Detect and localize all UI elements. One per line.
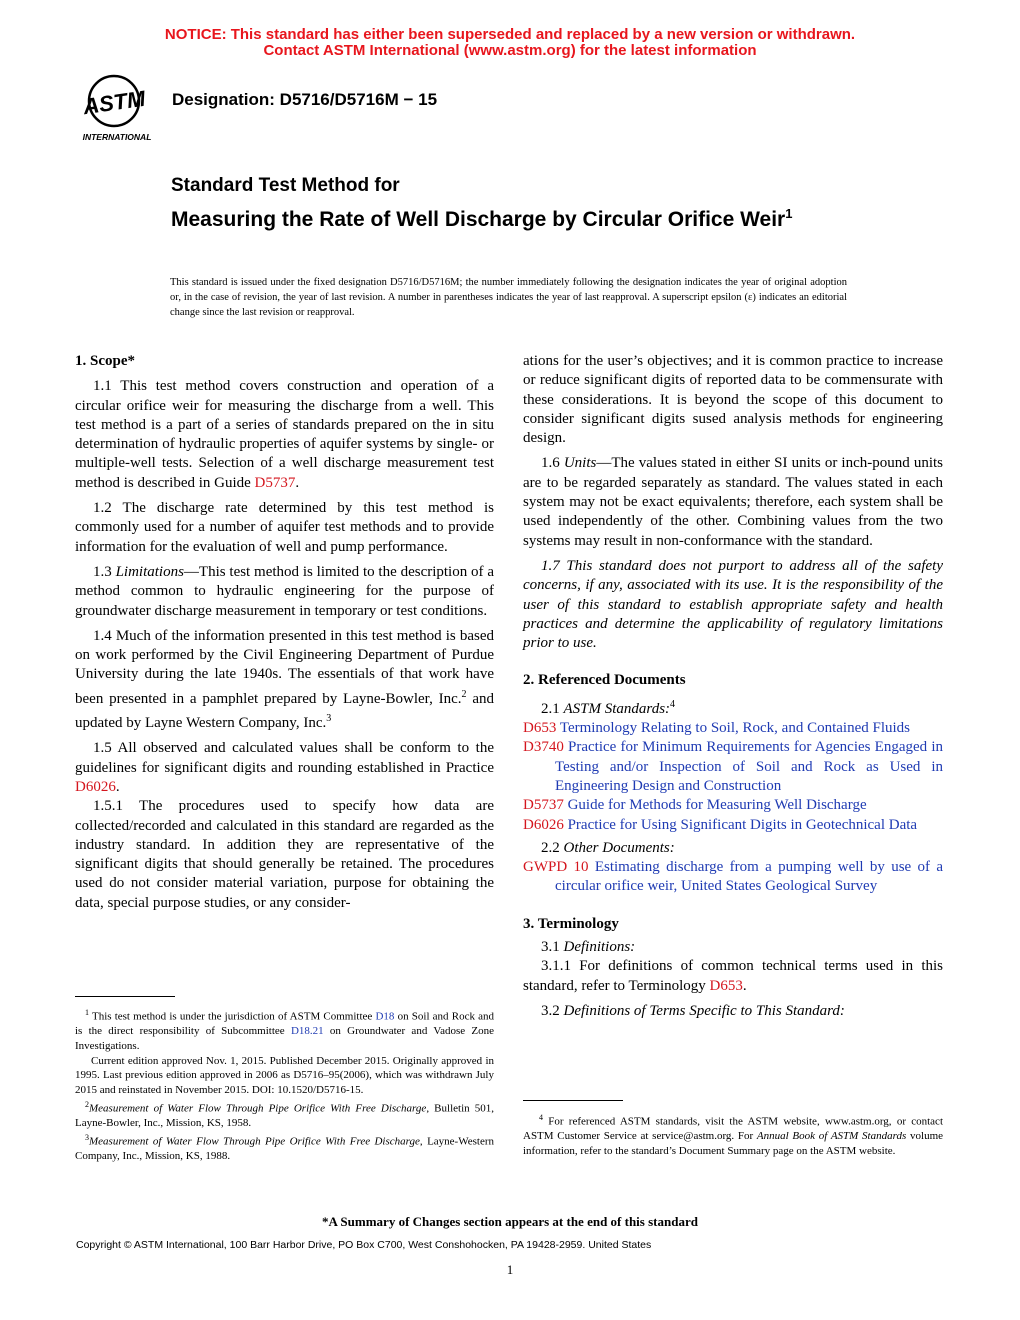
title-line-2: [171, 200, 871, 233]
section-2-heading: 2. Referenced Documents: [523, 672, 686, 689]
reference-item: [523, 816, 943, 835]
footnotes-right: [523, 1111, 943, 1159]
para-3-1-1: 3.1.1 For definitions of common technical terms used in this standard, refer to Terminology D653.: [523, 958, 943, 994]
para-1-7: 1.7 This standard does not purport to address all of the safety concerns, if any, associated with its use. It is the responsibility of the user of this standard to establish appropriate safety and health practices and determine the applicability of regulatory limitations prior to use.: [523, 557, 943, 652]
footnote-1-edition: Current edition approved Nov. 1, 2015. Published December 2015. Originally approved in 1995. Last previous edition approved in 2006 as D5716–95(2006), which was withdrawn July 2015 and reinstated in November 2015. DOI: 10.1520/D5716-15.: [75, 1054, 494, 1097]
other-references-list: [523, 858, 943, 897]
left-column: [75, 352, 494, 913]
para-1-2: 1.2 The discharge rate determined by this test method is commonly used for a number of aquifer test methods and to provide information for the evaluation of well and pump performance.: [75, 500, 494, 555]
reference-item: [523, 858, 943, 897]
para-1-5-1: 1.5.1 The procedures used to specify how data are collected/recorded and calculated in this standard are regarded as the industry standard. In addition they are representative of the significant digits that should generally be retained. The procedures used do not consider material variation, purpose for obtaining the data, special purpose studies, or any consider-: [75, 798, 494, 911]
reference-code[interactable]: D5737: [523, 797, 564, 814]
reference-code[interactable]: D3740: [523, 739, 564, 756]
issued-note: This standard is issued under the fixed designation D5716/D5716M; the number immediately following the designation indicates the year of original adoption or, in the case of revision, the year of last revision. A number in parentheses indicates the year of last reapproval. A superscript epsilon (ε) indicates an editorial change since the last revision or reapproval.: [170, 277, 847, 318]
para-2-1: 2.1 ASTM Standards:$^4$: [541, 698, 676, 717]
logo-subtext: INTERNATIONAL: [82, 132, 152, 142]
section-1-heading: 1. Scope*: [75, 353, 135, 369]
reference-item: [523, 796, 943, 815]
title-footnote-mark: 1: [785, 206, 793, 221]
reference-title[interactable]: Practice for Using Significant Digits in Geotechnical Data: [567, 816, 918, 833]
footnote-rule-right: [523, 1100, 623, 1101]
para-1-5-1-continued: ations for the user’s objectives; and it is common practice to increase or reduce significant digits of reported data to be commensurate with these considerations. It is beyond the scope of this document to consider significant digits sused analysis methods for engineering design.: [523, 353, 943, 447]
para-3-2: 3.2 Definitions of Terms Specific to This Standard:: [541, 1002, 845, 1019]
logo-text: ASTM: [81, 85, 147, 120]
para-2-2: 2.2 Other Documents:: [541, 839, 675, 856]
section-3-heading: 3. Terminology: [523, 915, 619, 932]
reference-title[interactable]: Estimating discharge from a pumping well by use of a circular orifice weir, United States Geological Survey: [555, 859, 943, 895]
astm-references-list: [523, 719, 943, 835]
title-line-1: Standard Test Method for: [171, 175, 400, 196]
notice-line-2: Contact ASTM International (www.astm.org) for the latest information: [263, 42, 757, 59]
para-3-1: 3.1 Definitions:: [541, 939, 636, 956]
copyright: Copyright © ASTM International, 100 Barr Harbor Drive, PO Box C700, West Conshohocken, PA 19428-2959. United States: [76, 1239, 652, 1251]
link-d6026[interactable]: D6026: [75, 778, 116, 795]
title-text: Measuring the Rate of Well Discharge by Circular Orifice Weir: [171, 208, 786, 231]
reference-title[interactable]: Practice for Minimum Requirements for Agencies Engaged in Testing and/or Inspection of Soil and Rock as Used in Engineering Design and Construction: [555, 739, 944, 794]
para-1-6: 1.6 Units—The values stated in either SI units or inch-pound units are to be regarded separately as standard. The values stated in each system may not be exact equivalents; therefore, each system shall be used independently of the other. Combining values from the two systems may result in non-conformance with the standard.: [523, 455, 943, 549]
footnote-2: $^2$Measurement of Water Flow Through Pipe Orifice With Free Discharge, Bulletin 501, Layne-Bowler, Inc., Mission, KS, 1958.: [75, 1099, 494, 1130]
reference-code[interactable]: D6026: [523, 816, 564, 833]
page-number: 1: [506, 1262, 514, 1277]
right-column: [523, 352, 943, 1021]
reference-code[interactable]: D653: [523, 720, 557, 737]
reference-item: [523, 719, 943, 738]
footnote-1: $^1$ This test method is under the jurisdiction of ASTM Committee D18 on Soil and Rock and is the direct responsibility of Subcommittee D18.21 on Groundwater and Vadose Zone Investigations.: [75, 1008, 494, 1053]
link-d5737[interactable]: D5737: [254, 474, 296, 491]
reference-title[interactable]: Terminology Relating to Soil, Rock, and Contained Fluids: [559, 720, 911, 737]
reference-title[interactable]: Guide for Methods for Measuring Well Discharge: [567, 797, 867, 814]
astm-logo: [72, 70, 162, 144]
summary-of-changes-note: *A Summary of Changes section appears at the end of this standard: [322, 1214, 698, 1229]
link-d653[interactable]: D653: [709, 977, 743, 994]
para-1-3: 1.3 Limitations—This test method is limited to the description of a method common to hydraulic engineering for the purpose of groundwater discharge measurement in temporary or test conditions.: [75, 563, 494, 619]
para-1-5: 1.5 All observed and calculated values shall be conform to the guidelines for significant digits and rounding established in Practice D6026.: [75, 740, 494, 795]
para-1-1: 1.1 This test method covers construction and operation of a circular orifice weir for measuring the discharge from a well. This test method is a part of a series of standards prepared on the in situ determination of hydraulic properties of aquifer systems by single- or multiple-well tests. Selection of a well discharge measurement test method is described in Guide D5737.: [75, 378, 494, 491]
footnote-4: $^4$ For referenced ASTM standards, visit the ASTM website, www.astm.org, or contact ASTM Customer Service at service@astm.org. For Annual Book of ASTM Standards volume information, refer to the standard’s Document Summary page on the ASTM website.: [523, 1113, 944, 1158]
reference-item: [523, 738, 943, 796]
link-d18-21[interactable]: D18.21: [290, 1025, 324, 1038]
footnote-rule-left: [75, 996, 175, 997]
reference-code[interactable]: GWPD 10: [523, 859, 589, 876]
footnote-3: $^3$Measurement of Water Flow Through Pipe Orifice With Free Discharge, Layne-Western Company, Inc., Mission, KS, 1988.: [75, 1132, 494, 1163]
footnotes-left: [75, 1006, 494, 1164]
designation: Designation: D5716/D5716M − 15: [172, 90, 438, 109]
notice-line-1: NOTICE: This standard has either been superseded and replaced by a new version or withdrawn.: [164, 26, 856, 43]
link-d18[interactable]: D18: [375, 1010, 395, 1023]
para-1-4: 1.4 Much of the information presented in this test method is based on work performed by the Civil Engineering Department of Purdue University during the late 1940s. The essentials of that work have been presented in a pamphlet prepared by Layne-Bowler, Inc.$^2$ and updated by Layne Western Company, Inc.$^3$: [75, 627, 494, 732]
astm-logo-icon: [72, 70, 162, 144]
